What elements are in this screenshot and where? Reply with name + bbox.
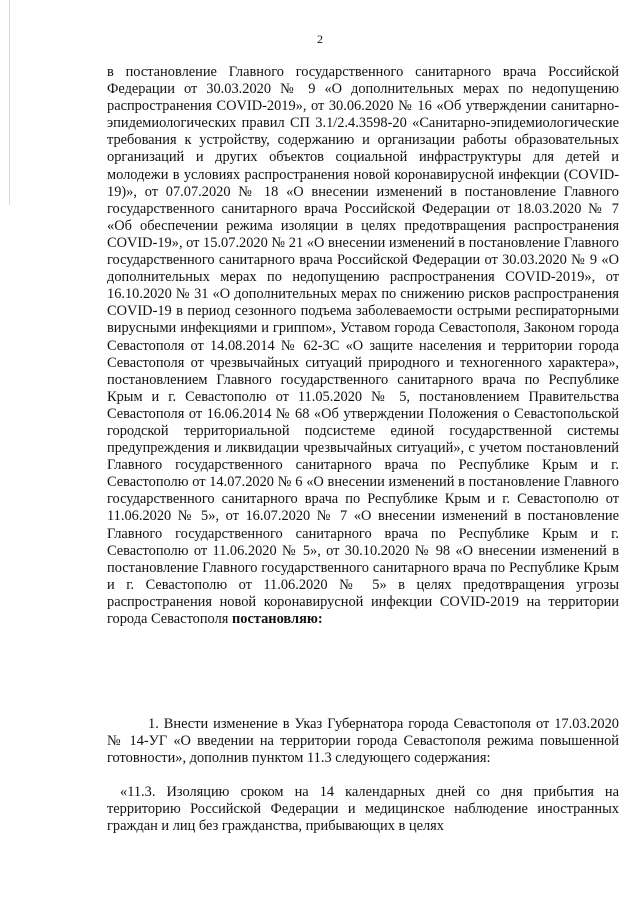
scan-margin-line [9,0,10,205]
decree-item-1-text: 1. Внести изменение в Указ Губернатора города Севастополя от 17.03.2020 № 14-УГ «О введении на территории города Севастополя режима повышенной готовности», дополнив пунктом 11.3 следующего содержания: [107,716,619,767]
decree-item-1 [107,716,619,767]
main-paragraph-text: в постановление Главного государственного санитарного врача Российской Федерации от 30.03.2020 № 9 «О дополнительных мерах по недопущению распространения COVID-2019», от 30.06.2020 № 16 «Об утверждении санитарно-эпидемиологических правил СП 3.1/2.4.3598-20 «Санитарно-эпидемиологические требования к устройству, содержанию и организации работы образовательных организаций и других объектов социальной инфраструктуры для детей и молодежи в условиях распространения новой коронавирусной инфекции (COVID-19)», от 07.07.2020 № 18 «О внесении изменений в постановление Главного государственного санитарного врача Российской Федерации от 18.03.2020 № 7 «Об обеспечении режима изоляции в целях предотвращения распространения COVID-19», от 15.07.2020 № 21 «О внесении изменений в постановление Главного государственного санитарного врача Российской Федерации от 30.03.2020 № 9 «О дополнительных мерах по недопущению распространения COVID-2019», от 16.10.2020 № 31 «О дополнительных мерах по снижению рисков распространения COVID-19 в период сезонного подъема заболеваемости острыми респираторными вирусными инфекциями и гриппом», Уставом города Севастополя, Законом города Севастополя от 14.08.2014 № 62-ЗС «О защите населения и территории города Севастополя от чрезвычайных ситуаций природного и техногенного характера», постановлением Главного государственного санитарного врача по Республике Крым и г. Севастополю от 11.05.2020 № 5, постановлением Правительства Севастополя от 16.06.2014 № 68 «Об утверждении Положения о Севастопольской городской территориальной подсистеме единой государственной системы предупреждения и ликвидации чрезвычайных ситуаций», с учетом постановлений Главного государственного санитарного врача по Республике Крым и г. Севастополю от 14.07.2020 № 6 «О внесении изменений в постановление Главного государственного санитарного врача по Республике Крым и г. Севастополю от 11.06.2020 № 5», от 16.07.2020 № 7 «О внесении изменений в постановление Главного государственного санитарного врача по Республике Крым и г. Севастополю от 11.06.2020 № 5», от 30.10.2020 № 98 «О внесении изменений в постановление Главного государственного санитарного врача по Республике Крым и г. Севастополю от 11.06.2020 № 5» в целях предотвращения угрозы распространения новой коронавирусной инфекции COVID-2019 на территории города Севастополя [107,64,619,627]
decree-verb: постановляю: [231,611,323,627]
main-paragraph [107,64,619,628]
quoted-item-11-3-text: «11.3. Изоляцию сроком на 14 календарных дней со дня прибытия на территорию Российской Федерации и медицинское наблюдение иностранных граждан и лиц без гражданства, прибывающих в целях [107,784,619,835]
page-number: 2 [317,32,323,46]
quoted-item-11-3 [107,784,619,835]
